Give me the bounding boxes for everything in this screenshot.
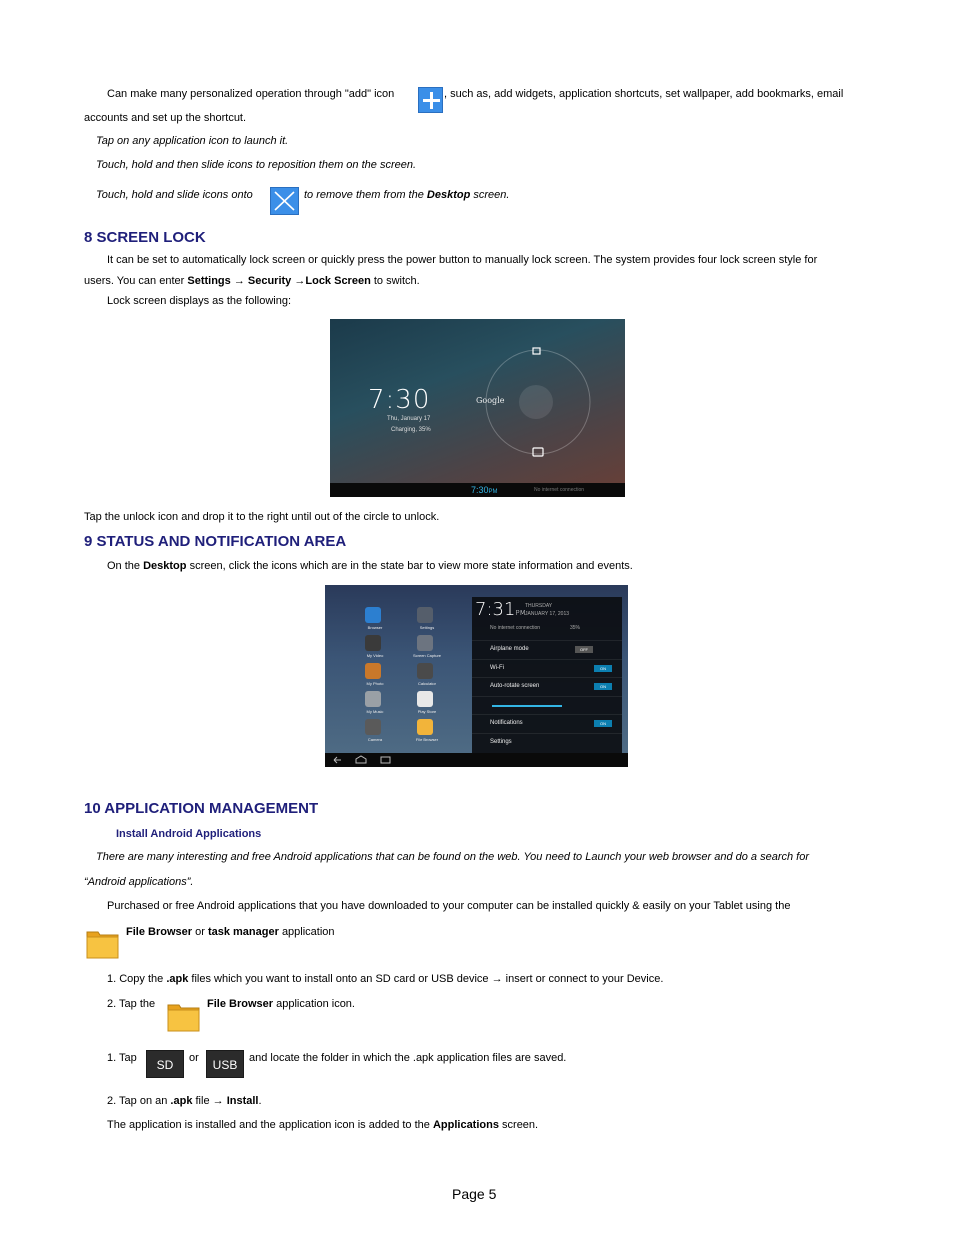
- app-label: Camera: [367, 737, 383, 742]
- text: files which you want to install onto an SD card or USB device → insert or connect to your Device.: [191, 973, 664, 985]
- app-icon: [417, 719, 433, 735]
- screen-lock-para-line1: It can be set to automatically lock screen or quickly press the power button to manually lock screen. The system provides four lock screen style for: [107, 254, 818, 266]
- app-launcher-item: [411, 663, 463, 689]
- quick-setting-row: [472, 677, 622, 695]
- clock-pm: PM: [515, 609, 526, 617]
- intro-text: Can make many personalized operation through "add" icon: [107, 88, 395, 100]
- text: On the: [107, 560, 141, 572]
- tip-remove: Touch, hold and slide icons onto: [96, 189, 253, 201]
- lock-date: Thu, January 17: [387, 416, 431, 422]
- tip-launch: Tap on any application icon to launch it.: [96, 135, 289, 147]
- app-launcher-item: [411, 719, 463, 745]
- lock-clock: 7:30: [368, 385, 431, 415]
- lock-status-conn: No internet connection: [534, 487, 585, 493]
- app-icon: [365, 607, 381, 623]
- notification-image: [325, 585, 628, 767]
- quick-setting-toggle: ON: [594, 683, 612, 690]
- desktop-label: Desktop: [143, 560, 187, 572]
- sd-icon: SD: [146, 1050, 184, 1078]
- app-label: Settings: [419, 625, 435, 630]
- back-icon: [334, 757, 341, 763]
- app-label: Calculator: [417, 681, 436, 686]
- intro-line1-cont: [444, 88, 843, 100]
- security-label: Security: [247, 275, 292, 287]
- file-browser-label: File Browser: [207, 998, 274, 1010]
- app-para1-line1: There are many interesting and free Android applications that can be found on the web. You need to Launch your web browser and do a search for: [96, 851, 810, 863]
- screen-lock-para2: Lock screen displays as the following:: [107, 295, 292, 307]
- quick-setting-row: [472, 640, 622, 658]
- apk-label: .apk: [170, 1095, 193, 1107]
- step-locate-cont: and locate the folder in which the .apk application files are saved.: [249, 1052, 567, 1064]
- close-icon: [271, 188, 298, 214]
- arrow: →: [233, 275, 245, 287]
- app-icon: [417, 691, 433, 707]
- step-tap-cont: [207, 998, 355, 1010]
- applications-label: Applications: [432, 1119, 499, 1131]
- app-launcher-item: [359, 719, 411, 745]
- app-label: My Photo: [366, 681, 384, 686]
- text: The application is installed and the application icon is added to the: [107, 1119, 430, 1131]
- step-locate: 1. Tap: [107, 1052, 137, 1064]
- app-label: Browser: [367, 625, 383, 630]
- text: .: [258, 1095, 262, 1107]
- lock-screen-label: Lock Screen: [305, 275, 371, 287]
- panel-clock: [475, 599, 526, 620]
- quick-setting-toggle: OFF: [575, 646, 593, 653]
- text: to switch.: [373, 275, 420, 287]
- recent-apps-icon: [381, 757, 390, 763]
- tip-reposition: Touch, hold and then slide icons to reposition them on the screen.: [96, 159, 417, 171]
- app-launcher-item: [359, 607, 411, 633]
- text: application icon.: [276, 998, 355, 1010]
- app-launcher-item: [359, 635, 411, 661]
- remove-x-icon: [270, 187, 299, 215]
- app-icon: [365, 635, 381, 651]
- tip-text: screen.: [473, 189, 510, 201]
- app-label: Screen Capture: [412, 653, 441, 658]
- lock-charging: Charging, 35%: [391, 427, 431, 433]
- text: screen, click the icons which are in the state bar to view more state information and events.: [189, 560, 633, 572]
- quick-setting-toggle: ON: [594, 720, 612, 727]
- nav-bar: [325, 753, 628, 767]
- lock-status-time: [471, 485, 498, 495]
- install-label: Install: [226, 1095, 259, 1107]
- arrow: →: [294, 275, 306, 287]
- heading-app-mgmt: 10 APPLICATION MANAGEMENT: [84, 800, 319, 817]
- text: 1. Copy the: [107, 973, 164, 985]
- app-label: My Video: [366, 653, 384, 658]
- app-para1-line2: “Android applications”.: [84, 876, 194, 888]
- final-para: [107, 1119, 538, 1131]
- quick-setting-label: Settings: [490, 738, 512, 745]
- file-browser-label: File Browser: [126, 926, 193, 938]
- add-icon: [418, 87, 443, 113]
- text: or: [195, 926, 205, 938]
- quick-setting-label: Auto-rotate screen: [490, 683, 540, 689]
- quick-setting-toggle: ON: [594, 665, 612, 672]
- app-grid: [359, 607, 469, 747]
- quick-setting-row: [472, 659, 622, 677]
- quick-setting-label: Airplane mode: [490, 646, 529, 652]
- text: screen.: [502, 1119, 539, 1131]
- settings-label: Settings: [187, 275, 231, 287]
- heading-screen-lock: 8 SCREEN LOCK: [84, 229, 206, 246]
- app-icon: [417, 607, 433, 623]
- intro-line2: accounts and set up the shortcut.: [84, 112, 247, 124]
- intro-text: , such as, add widgets, application shortcuts, set wallpaper, add bookmarks, email: [444, 88, 844, 100]
- panel-battery: 35%: [570, 625, 581, 631]
- app-icon: [417, 663, 433, 679]
- app-icon: [417, 635, 433, 651]
- step-copy: [107, 973, 663, 985]
- tip-remove-cont: [304, 189, 509, 201]
- nav-icons: [331, 753, 421, 767]
- brightness-slider: [492, 705, 562, 707]
- task-manager-label: task manager: [207, 926, 279, 938]
- usb-icon: USB: [206, 1050, 244, 1078]
- text: users. You can enter: [84, 275, 185, 287]
- app-icon: [365, 719, 381, 735]
- app-launcher-item: [411, 607, 463, 633]
- app-para2: Purchased or free Android applications that you have downloaded to your computer can be installed quickly & easily on your Tablet using the: [107, 900, 791, 912]
- app-launcher-item: [411, 691, 463, 717]
- app-label: My Music: [366, 709, 384, 714]
- notification-panel: [472, 597, 622, 753]
- step-locate-or: or: [189, 1052, 199, 1064]
- apk-label: .apk: [166, 973, 189, 985]
- google-label: Google: [476, 396, 505, 405]
- app-para3: [126, 926, 335, 938]
- home-icon: [356, 756, 366, 763]
- status-para: [107, 560, 633, 572]
- step-tap: 2. Tap the: [107, 998, 156, 1010]
- app-launcher-item: [359, 691, 411, 717]
- heading-status-area: 9 STATUS AND NOTIFICATION AREA: [84, 533, 347, 550]
- panel-day: THURSDAY: [525, 603, 553, 609]
- quick-setting-label: Wi-Fi: [490, 664, 504, 671]
- unlock-icon: [533, 348, 540, 354]
- text: 2. Tap on an: [107, 1095, 168, 1107]
- intro-line1: [107, 88, 394, 100]
- unlock-instructions: Tap the unlock icon and drop it to the right until out of the circle to unlock.: [84, 511, 440, 523]
- app-launcher-item: [359, 663, 411, 689]
- app-label: Play Store: [417, 709, 437, 714]
- clock-time: 7:31: [475, 599, 516, 620]
- app-launcher-item: [411, 635, 463, 661]
- quick-setting-row: [472, 733, 622, 751]
- file-browser-icon-2: [167, 1001, 200, 1032]
- app-icon: [365, 691, 381, 707]
- status-time: 7:30: [471, 485, 489, 495]
- status-pm: PM: [488, 489, 498, 495]
- lock-screen-image: [330, 319, 625, 497]
- screen-lock-para-line2: [84, 275, 420, 287]
- file-browser-icon: [86, 928, 119, 959]
- page-number: Page 5: [452, 1186, 497, 1202]
- subheading-install: Install Android Applications: [116, 828, 262, 840]
- step-install: [107, 1095, 262, 1107]
- panel-conn: No internet connection: [490, 625, 541, 631]
- text: file →: [195, 1095, 224, 1107]
- text: application: [281, 926, 335, 938]
- tip-text: to remove them from the: [304, 189, 424, 201]
- quick-setting-label: Notifications: [490, 720, 523, 726]
- desktop-label: Desktop: [426, 189, 471, 201]
- panel-date: JANUARY 17, 2013: [525, 611, 570, 617]
- app-label: File Browser: [415, 737, 439, 742]
- quick-setting-row: [472, 714, 622, 732]
- camera-icon: [533, 448, 543, 456]
- app-icon: [365, 663, 381, 679]
- quick-setting-row: [472, 696, 622, 714]
